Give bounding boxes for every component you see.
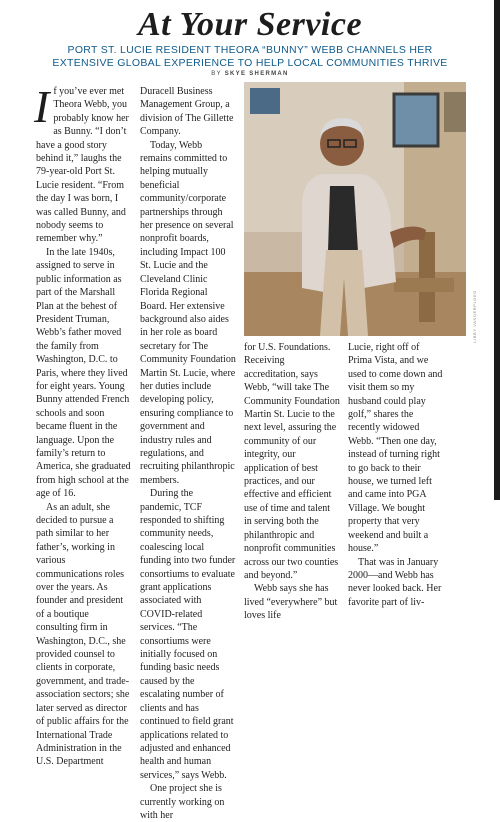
paragraph: Lucie, right off of Prima Vista, and we used to come down and visit them so my husband could play golf,” shares the recently widowed Webb. “Then one day, instead of turning right to go back to their house, we turned left and came into PGA Village. We bought property that very weekend and built a house.” xyxy=(348,342,443,555)
article-subtitle: PORT ST. LUCIE RESIDENT THEORA “BUNNY” WEBB CHANNELS HER EXTENSIVE GLOBAL EXPERIENCE TO HELP LOCAL COMMUNITIES THRIVE xyxy=(52,44,448,69)
paragraph: As an adult, she decided to pursue a path similar to her father’s, working in various communications roles over the years. As founder and president of a boutique consulting firm in Washington, D.C., she provided counsel to clients in corporate, government, and trade-association sectors; she later served as director of public affairs for the International Trade Administration in the U.S. Department xyxy=(36,501,130,768)
portrait-photo xyxy=(244,82,466,336)
paragraph: Duracell Business Management Group, a division of The Gillette Company. xyxy=(140,86,234,138)
paragraph: Today, Webb remains committed to helping mutually beneficial community/corporate partnerships through her presence on several nonprofit boards, including Impact 100 St. Lucie and the Cleveland Clinic Florida Regional Board. Her extensive background also aides in her role as board secretary for The Community Foundation Martin St. Lucie, where her duties include developing policy, ensuring compliance to government and industry rules and regulations, and recruiting philanthropic members. xyxy=(140,139,236,486)
drop-cap: I xyxy=(34,81,50,132)
paragraph: That was in January 2000—and Webb has never looked back. Her favorite part of liv- xyxy=(348,556,442,608)
paragraph: One project she is currently working on with her xyxy=(140,783,225,821)
byline-prefix: BY xyxy=(211,71,222,77)
paragraph: Webb says she has lived “everywhere” but loves life xyxy=(244,583,338,622)
paragraph: f you’ve ever met Theora Webb, you probably know her as Bunny. “I don’t have a good story behind it,” laughs the 79-year-old Port St. Lucie resident. “From the day I was born, I was called Bunny, and nobody seems to remember why.” xyxy=(36,86,129,245)
byline xyxy=(0,71,500,77)
paragraph: In the late 1940s, assigned to serve in public information as part of the Marshall Plan at the behest of President Truman, Webb’s father moved the family from Washington, D.C. to Paris, where they lived for eight years. Young Bunny attended French schools and soon became fluent in the language. Upon the family’s return to America, she graduated from high school at the age of 16. xyxy=(36,246,131,500)
article-column-2 xyxy=(140,85,236,821)
article-column-1 xyxy=(34,81,132,768)
article-column-4 xyxy=(348,341,444,608)
paragraph: During the pandemic, TCF responded to shifting community needs, coalescing local funding into two funder consortiums to evaluate grant applications associated with COVID-related services. “The consortiums were initially focused on funding basic needs caused by the escalating number of clients and has continued to field grant applications related to adjusted and enhanced health and human services,” says Webb. xyxy=(140,488,236,781)
article-column-3 xyxy=(244,341,340,622)
byline-author: SKYE SHERMAN xyxy=(224,71,289,77)
photo-credit: LIBBY VANDERPLOEG xyxy=(472,290,477,343)
article-title: At Your Service xyxy=(137,6,363,43)
paragraph: for U.S. Foundations. Receiving accreditation, says Webb, “will take The Community Foundation Martin St. Lucie to the next level, assuring the community of our integrity, our application of best practices, and our effective and efficient use of time and talent in serving both the philanthropic and nonprofit communities across our two counties and beyond.” xyxy=(244,342,340,581)
